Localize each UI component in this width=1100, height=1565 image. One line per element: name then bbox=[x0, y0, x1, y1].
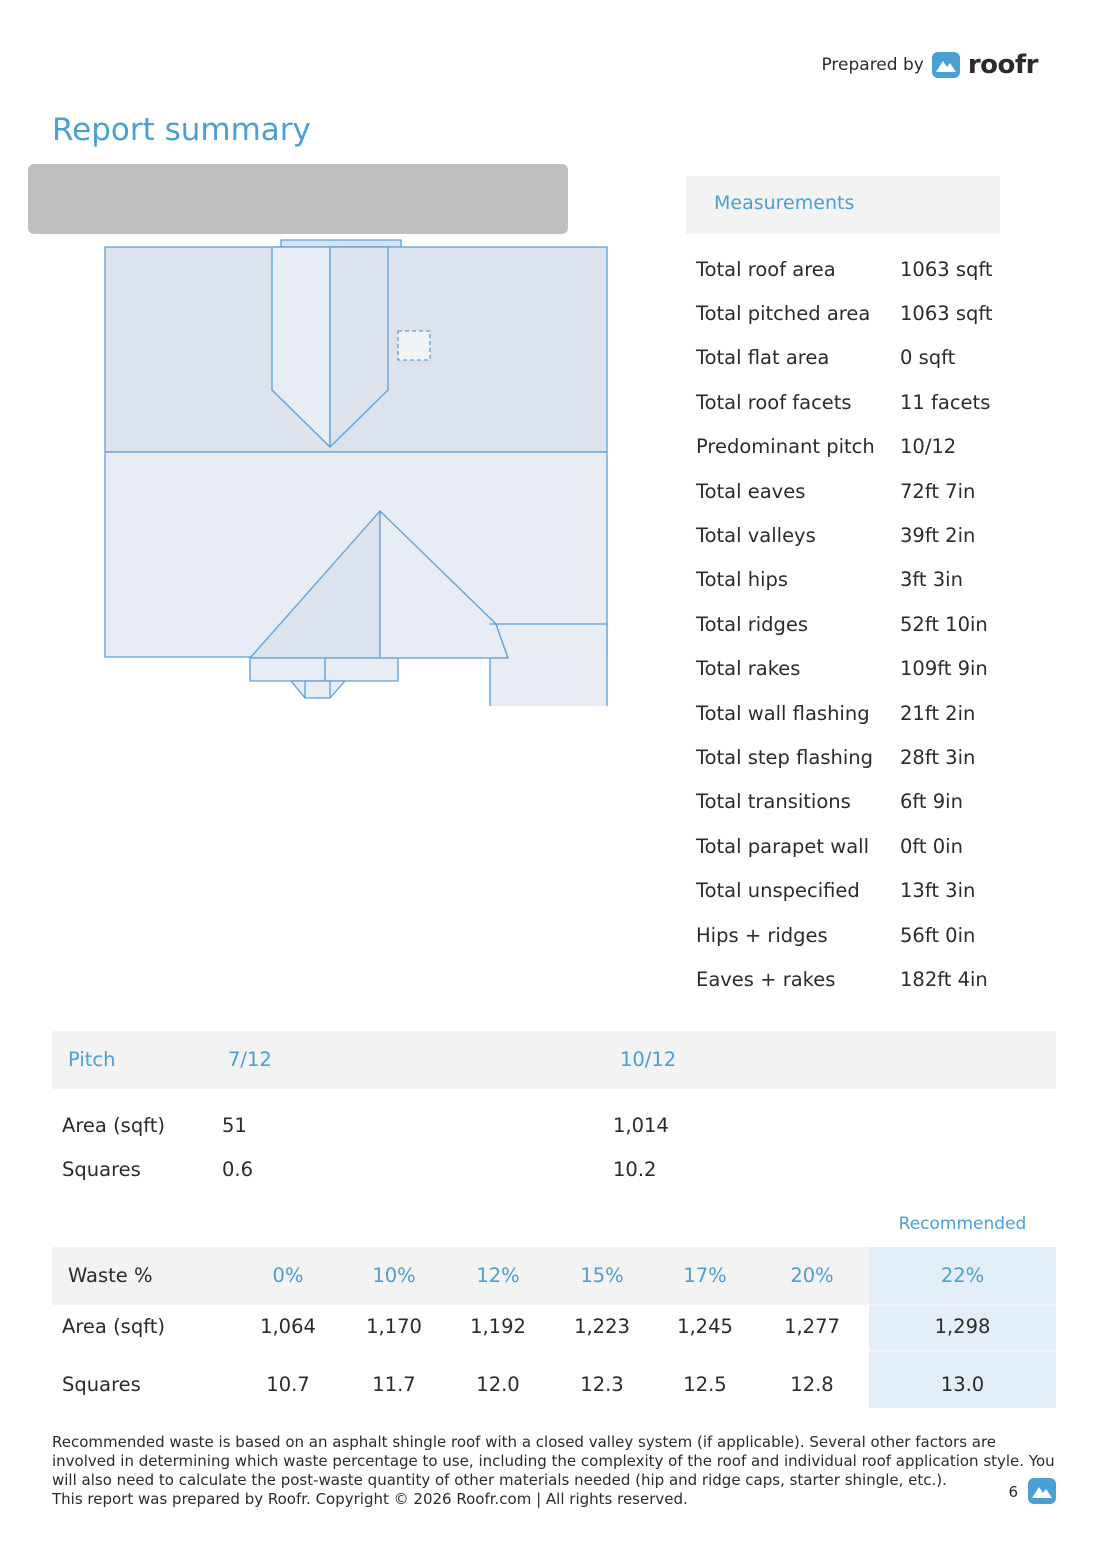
pitch-squares-row bbox=[52, 1147, 1056, 1191]
measurement-value: 6ft 9in bbox=[900, 790, 963, 814]
measurement-row bbox=[696, 780, 1016, 824]
measurement-label: Total step flashing bbox=[696, 745, 874, 769]
measurement-label: Total wall flashing bbox=[696, 701, 870, 725]
waste-header-cell: 0% bbox=[272, 1264, 304, 1287]
measurement-row bbox=[696, 647, 1016, 691]
measurement-label: Total flat area bbox=[696, 346, 830, 370]
roof-porch-step bbox=[325, 658, 398, 681]
waste-cell: 12.8 bbox=[790, 1373, 834, 1396]
measurement-value: 109ft 9in bbox=[900, 657, 988, 681]
waste-cell: 1,170 bbox=[366, 1315, 422, 1338]
waste-disclaimer: Recommended waste is based on an asphalt shingle roof with a closed valley system (if applicable). Several other factors are involved in determining which waste percentage to use, including the complexity of the roof and individual roof application style. You will also need to calculate the post-waste quantity of other materials needed (hip and ridge caps, starter shingle, etc.). bbox=[52, 1433, 1055, 1489]
measurement-label: Total valleys bbox=[696, 524, 816, 548]
waste-cell: 12.0 bbox=[476, 1373, 520, 1396]
prepared-by-label: Prepared by bbox=[821, 55, 924, 75]
roof-top-ridge-cap bbox=[281, 240, 401, 247]
measurement-label: Total transitions bbox=[696, 790, 851, 814]
measurement-value: 0ft 0in bbox=[900, 834, 963, 858]
measurement-label: Total eaves bbox=[696, 479, 806, 503]
measurement-label: Eaves + rakes bbox=[696, 967, 836, 991]
roofr-logo-icon bbox=[932, 52, 960, 78]
measurement-row bbox=[696, 957, 1016, 1001]
measurement-row bbox=[696, 513, 1016, 557]
pitch-header-cell: 10/12 bbox=[620, 1048, 677, 1071]
page-title: Report summary bbox=[52, 112, 311, 148]
measurement-row bbox=[696, 868, 1016, 912]
measurement-row bbox=[696, 380, 1016, 424]
waste-header-cell: 20% bbox=[790, 1264, 834, 1287]
waste-cell: 12.5 bbox=[683, 1373, 727, 1396]
measurement-row bbox=[696, 558, 1016, 602]
prepared-by-brand bbox=[821, 50, 1038, 80]
pitch-row-label: Squares bbox=[62, 1158, 141, 1181]
waste-cell: 1,223 bbox=[574, 1315, 630, 1338]
measurement-label: Predominant pitch bbox=[696, 435, 875, 459]
waste-header-cell: 15% bbox=[580, 1264, 624, 1287]
pitch-header-cell: 7/12 bbox=[228, 1048, 272, 1071]
measurement-value: 72ft 7in bbox=[900, 479, 976, 503]
waste-cell: 12.3 bbox=[580, 1373, 624, 1396]
measurement-value: 52ft 10in bbox=[900, 612, 988, 636]
measurement-label: Hips + ridges bbox=[696, 923, 828, 947]
measurement-value: 39ft 2in bbox=[900, 524, 976, 548]
pitch-header-label: Pitch bbox=[68, 1048, 116, 1071]
measurement-value: 56ft 0in bbox=[900, 923, 976, 947]
recommended-label: Recommended bbox=[898, 1214, 1027, 1234]
waste-cell: 10.7 bbox=[266, 1373, 310, 1396]
waste-cell-recommended: 1,298 bbox=[934, 1315, 991, 1338]
measurement-label: Total roof area bbox=[696, 257, 836, 281]
copyright-text: This report was prepared by Roofr. Copyright © 2026 Roofr.com | All rights reserved. bbox=[52, 1490, 688, 1508]
measurement-value: 1063 sqft bbox=[900, 302, 993, 326]
pitch-table-header bbox=[52, 1031, 1056, 1089]
waste-row-label: Squares bbox=[62, 1373, 141, 1396]
waste-cell: 1,245 bbox=[677, 1315, 733, 1338]
waste-header-cell: 12% bbox=[476, 1264, 520, 1287]
measurement-row bbox=[696, 291, 1016, 335]
measurement-value: 28ft 3in bbox=[900, 745, 976, 769]
waste-cell: 11.7 bbox=[372, 1373, 416, 1396]
waste-header-cell-recommended: 22% bbox=[940, 1264, 985, 1287]
pitch-row-label: Area (sqft) bbox=[62, 1114, 165, 1137]
roof-garage-facet bbox=[490, 624, 607, 706]
measurements-header bbox=[686, 176, 1000, 234]
roofr-footer-logo-icon bbox=[1028, 1478, 1056, 1504]
measurements-list bbox=[696, 247, 1016, 1002]
roof-porch-tab bbox=[291, 681, 345, 698]
measurement-value: 0 sqft bbox=[900, 346, 956, 370]
waste-cell-recommended: 13.0 bbox=[940, 1373, 985, 1396]
waste-row-label: Area (sqft) bbox=[62, 1315, 165, 1338]
measurement-value: 182ft 4in bbox=[900, 967, 988, 991]
measurement-value: 10/12 bbox=[900, 435, 957, 459]
waste-cell: 1,064 bbox=[260, 1315, 316, 1338]
measurement-value: 1063 sqft bbox=[900, 257, 993, 281]
waste-header-cell: 17% bbox=[683, 1264, 727, 1287]
roof-vent bbox=[398, 331, 430, 360]
waste-header-row bbox=[52, 1247, 1056, 1305]
measurement-row bbox=[696, 247, 1016, 291]
measurements-heading: Measurements bbox=[714, 192, 855, 214]
measurement-label: Total hips bbox=[696, 568, 789, 592]
redacted-address bbox=[28, 164, 568, 234]
waste-header-cell: 10% bbox=[372, 1264, 416, 1287]
measurement-row bbox=[696, 336, 1016, 380]
pitch-area-row bbox=[52, 1103, 1056, 1147]
measurement-row bbox=[696, 691, 1016, 735]
measurement-row bbox=[696, 913, 1016, 957]
waste-area-row bbox=[52, 1298, 1056, 1356]
measurement-value: 11 facets bbox=[900, 390, 991, 414]
waste-cell: 1,192 bbox=[470, 1315, 526, 1338]
measurement-value: 21ft 2in bbox=[900, 701, 976, 725]
waste-cell: 1,277 bbox=[784, 1315, 840, 1338]
page-number: 6 bbox=[1008, 1483, 1018, 1501]
measurement-label: Total rakes bbox=[696, 657, 801, 681]
roof-porch-left bbox=[250, 658, 325, 681]
measurement-row bbox=[696, 602, 1016, 646]
waste-squares-row bbox=[52, 1356, 1056, 1414]
measurement-label: Total unspecified bbox=[696, 879, 860, 903]
footer-notes bbox=[52, 1433, 1062, 1509]
pitch-cell: 0.6 bbox=[222, 1158, 254, 1181]
measurement-row bbox=[696, 735, 1016, 779]
pitch-cell: 10.2 bbox=[613, 1158, 657, 1181]
measurement-label: Total pitched area bbox=[696, 302, 871, 326]
measurement-label: Total parapet wall bbox=[696, 834, 869, 858]
brand-name: roofr bbox=[967, 50, 1038, 80]
roof-diagram bbox=[100, 236, 620, 706]
measurement-value: 3ft 3in bbox=[900, 568, 963, 592]
waste-header-label: Waste % bbox=[68, 1264, 153, 1287]
pitch-cell: 51 bbox=[222, 1114, 247, 1137]
measurement-row bbox=[696, 469, 1016, 513]
measurement-label: Total ridges bbox=[696, 612, 809, 636]
measurement-row bbox=[696, 824, 1016, 868]
measurement-label: Total roof facets bbox=[696, 390, 852, 414]
pitch-cell: 1,014 bbox=[613, 1114, 669, 1137]
measurement-row bbox=[696, 425, 1016, 469]
measurement-value: 13ft 3in bbox=[900, 879, 976, 903]
